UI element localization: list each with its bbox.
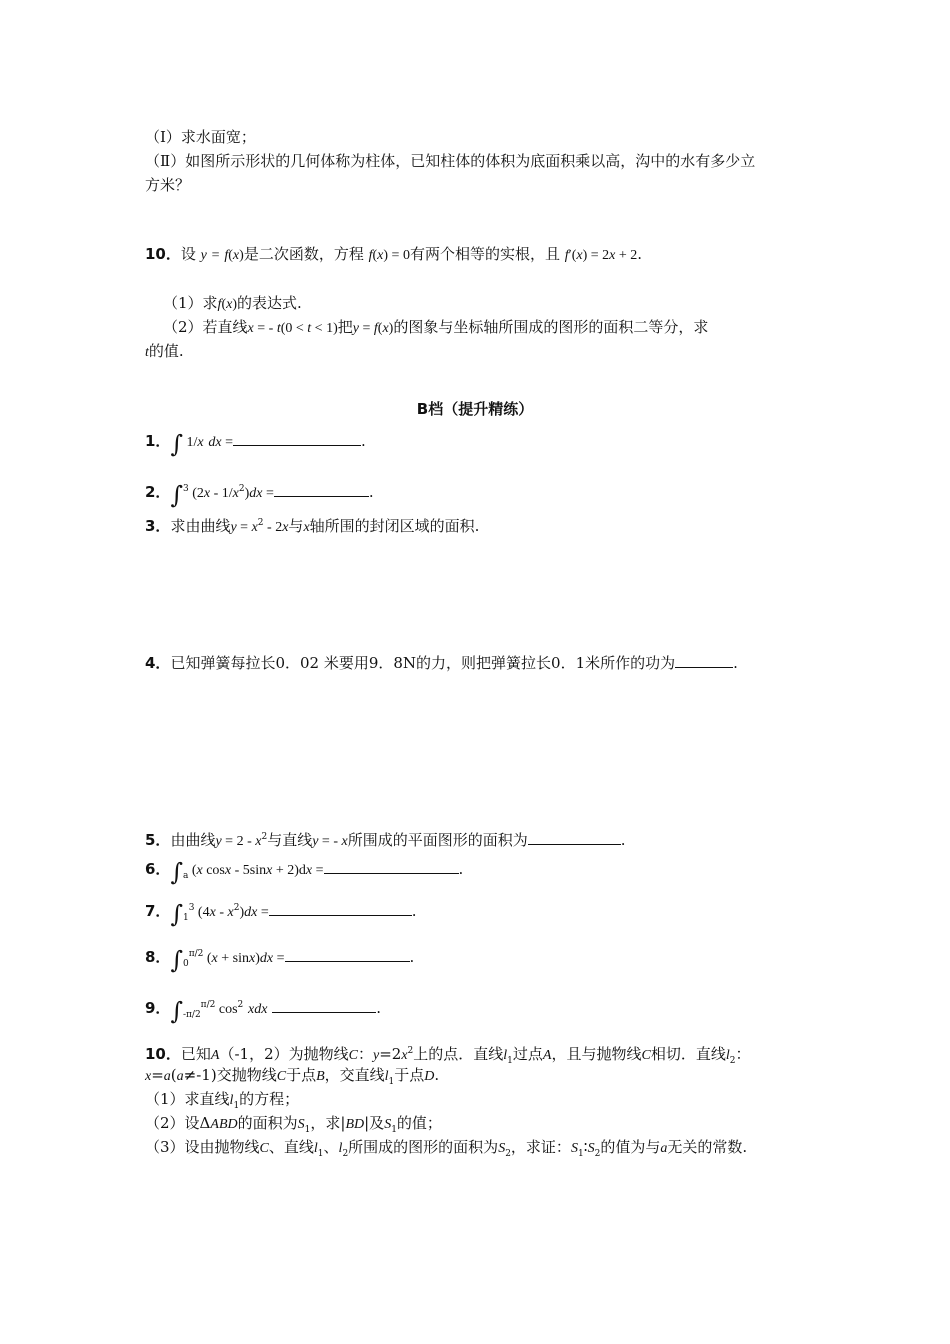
- b10-part2: （2）设ΔABD的面积为$S_1$，求|BD|及$S_1$的值；: [145, 1114, 442, 1135]
- b10-stem-line2: x=a(a≠-1)交抛物线C于点B，交直线$l_1$于点D.: [145, 1066, 440, 1087]
- b10-part3: （3）设由抛物线C、直线$l_1$、$l_2$所围成的图形的面积为$S_2$，求证：$S_1∶S_2$的值为与a无关的常数.: [145, 1138, 748, 1159]
- b4: 4．已知弹簧每拉长0．02 米要用9．8N的力，则把弹簧拉长0．1米所作的功为 .: [145, 654, 738, 672]
- q10-part1: （1）求f(x)的表达式.: [163, 294, 302, 312]
- b9: 9．$\int_{-\pi/2}^{\pi/2}$ $\cos^2$ xdx .: [145, 997, 382, 1025]
- section-heading: B档（提升精练）: [416, 400, 534, 418]
- b3: 3．求由曲线$y = x^2 - 2x$与x轴所围的封闭区域的面积.: [145, 517, 480, 535]
- b8: 8．$\int_0^{\pi/2}$ (x + sinx)dx = .: [145, 946, 415, 974]
- b6: 6．$\int_a$ (x cosx - 5sinx + 2)dx = .: [145, 858, 464, 886]
- q10-stem: 10．设 y = f(x)是二次函数，方程 f(x) = 0有两个相等的实根，且 f′(x) = 2x + 2.: [145, 245, 643, 263]
- q9-part1: （Ⅰ）求水面宽；: [145, 128, 256, 146]
- q10-part2-end: t的值.: [145, 342, 184, 360]
- q9-part2-line2: 方米？: [145, 176, 191, 194]
- b7: 7．$\int_1^3$ $(4x - x^2)dx$ = .: [145, 900, 417, 928]
- q9-part2-line1: （Ⅱ）如图所示形状的几何体称为柱体，已知柱体的体积为底面积乘以高，沟中的水有多少立: [145, 152, 756, 170]
- b1: 1．∫ 1/x dx = .: [145, 430, 366, 458]
- b10-part1: （1）求直线$l_1$的方程；: [145, 1090, 300, 1111]
- b5: 5．由曲线$y = 2 - x^2$与直线y = - x所围成的平面图形的面积为 .: [145, 831, 626, 849]
- b10-stem-line1: 10．已知A（-1，2）为抛物线C：$y=2x^2$上的点．直线$l_1$过点A，且与抛物线C相切．直线$l_2$：: [145, 1045, 751, 1066]
- q10-part2: （2）若直线x = - t(0 < t < 1)把y = f(x)的图象与坐标轴所围成的图形的面积二等分，求: [163, 318, 709, 336]
- b2: 2．∫$^3$ $(2x - 1/x^2)dx$ = .: [145, 481, 374, 509]
